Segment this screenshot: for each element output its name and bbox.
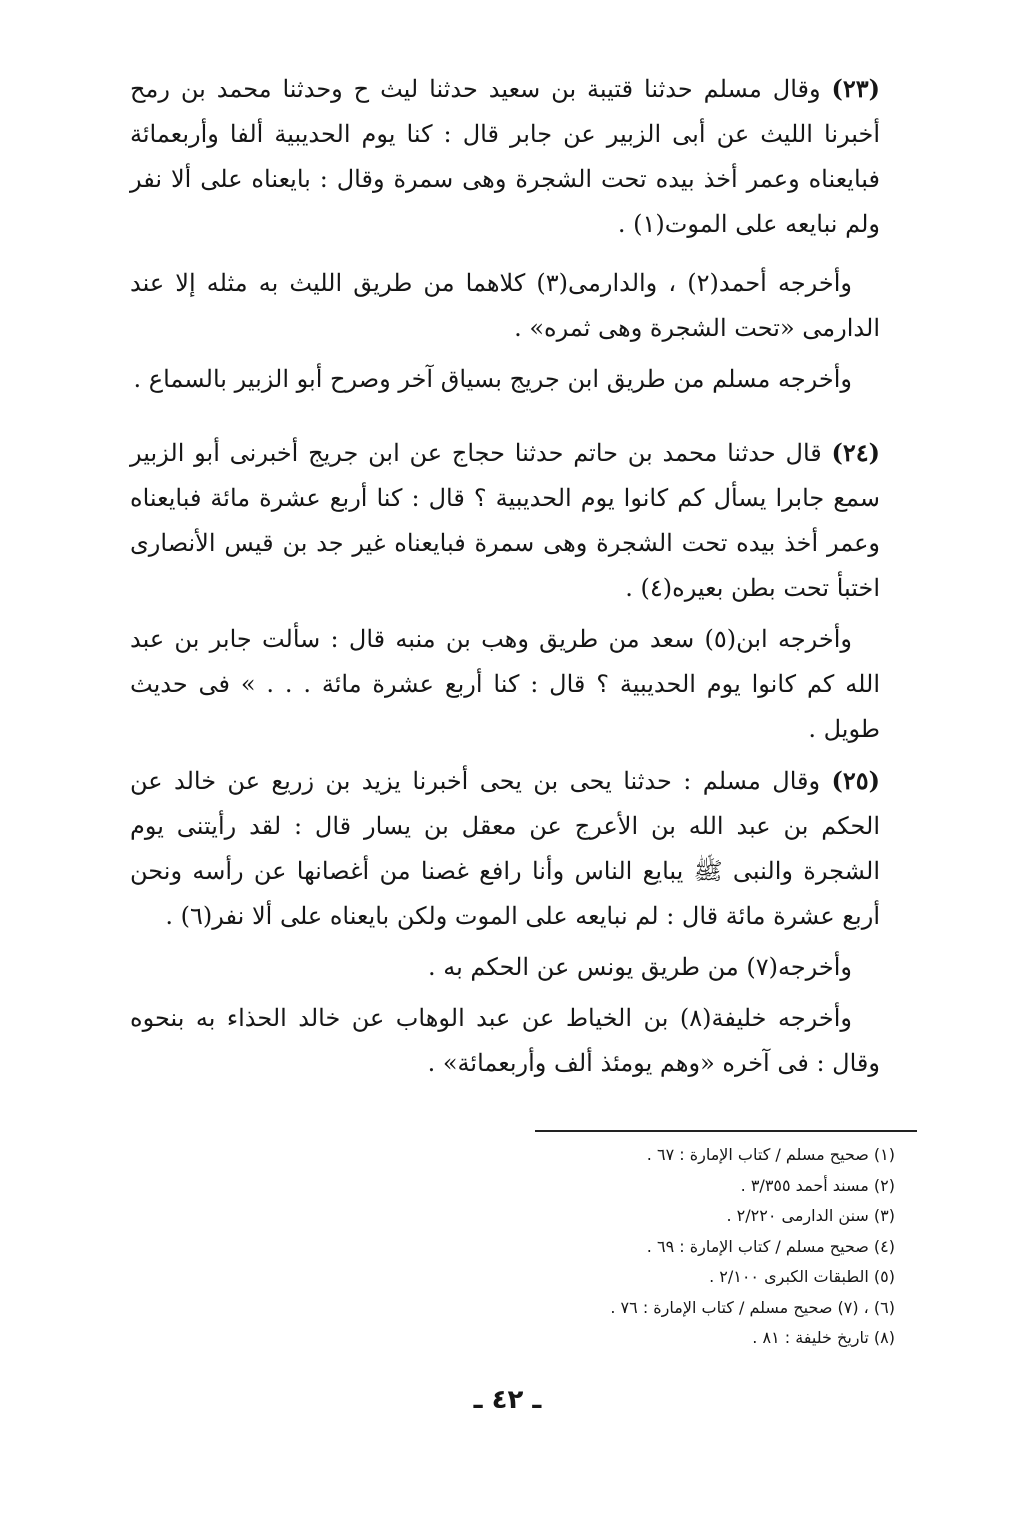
paragraph-takhrij-ibn-saad bbox=[130, 617, 880, 752]
hadith-number: (٢٥) bbox=[831, 766, 880, 795]
footnote-separator bbox=[535, 1130, 917, 1132]
paragraph-text: وأخرجه أحمد(٢) ، والدارمى(٣) كلاهما من طريق الليث به مثله إلا عند الدارمى «تحت الشجرة وهى ثمره» . bbox=[130, 269, 880, 342]
footnote: (٤) صحيح مسلم / كتاب الإمارة : ٦٩ . bbox=[646, 1236, 895, 1256]
paragraph-takhrij-yunus bbox=[130, 945, 880, 990]
footnote: (١) صحيح مسلم / كتاب الإمارة : ٦٧ . bbox=[646, 1145, 895, 1164]
paragraph-text: قال حدثنا محمد بن حاتم حدثنا حجاج عن ابن جريج أخبرنى أبو الزبير سمع جابرا يسأل كم كانوا يوم الحديبية ؟ قال : كنا أربع عشرة مائة فبايعناه وعمر أخذ بيده تحت الشجرة وهى سمرة فبايعناه غير جد بن قيس الأنصارى اختبأ تحت بطن بعيره(٤) . bbox=[130, 439, 880, 602]
paragraph-text: وقال مسلم : حدثنا يحى بن يحى أخبرنا يزيد بن زريع عن خالد عن الحكم بن عبد الله بن الأعرج عن معقل بن يسار قال : لقد رأيتنى يوم الشجرة والنبى ﷺ يبايع الناس وأنا رافع غصنا من أغصانها عن رأسه ونحن أربع عشرة مائة قال : لم نبايعه على الموت ولكن بايعناه على ألا نفر(٦) . bbox=[130, 767, 880, 930]
paragraph-text: وأخرجه(٧) من طريق يونس عن الحكم به . bbox=[427, 953, 852, 981]
paragraph-text: وأخرجه ابن(٥) سعد من طريق وهب بن منبه قال : سألت جابر بن عبد الله كم كانوا يوم الحديبية ؟ قال : كنا أربع عشرة مائة . . . » فى حديث طويل . bbox=[130, 625, 880, 743]
paragraph-takhrij-khalifa bbox=[130, 996, 880, 1086]
paragraph-hadith-24 bbox=[130, 430, 880, 611]
footnote: (٦) ، (٧) صحيح مسلم / كتاب الإمارة : ٧٦ . bbox=[610, 1297, 895, 1317]
footnote: (٣) سنن الدارمى ٢/٢٢٠ . bbox=[726, 1206, 895, 1225]
footnote: (٨) تاريخ خليفة : ٨١ . bbox=[752, 1328, 895, 1347]
paragraph-text: وأخرجه خليفة(٨) بن الخياط عن عبد الوهاب عن خالد الحذاء به بنحوه وقال : فى آخره «وهم يومئذ ألف وأربعمائة» . bbox=[130, 1004, 880, 1077]
paragraph-takhrij-ahmad-darimi bbox=[130, 261, 880, 351]
footnote: (٢) مسند أحمد ٣/٣٥٥ . bbox=[740, 1175, 895, 1195]
footnotes bbox=[500, 1140, 895, 1354]
paragraph-hadith-23 bbox=[130, 66, 880, 247]
paragraph-text: وقال مسلم حدثنا قتيبة بن سعيد حدثنا ليث ح وحدثنا محمد بن رمح أخبرنا الليث عن أبى الزبير عن جابر قال : كنا يوم الحديبية ألفا وأربعمائة فبايعناه وعمر أخذ بيده تحت الشجرة وهى سمرة وقال : بايعناه على ألا نفر ولم نبايعه على الموت(١) . bbox=[130, 75, 880, 238]
paragraph-text: وأخرجه مسلم من طريق ابن جريج بسياق آخر وصرح أبو الزبير بالسماع . bbox=[133, 365, 852, 393]
footnote: (٥) الطبقات الكبرى ٢/١٠٠ . bbox=[709, 1267, 895, 1286]
hadith-number: (٢٤) bbox=[831, 438, 880, 467]
paragraph-hadith-25 bbox=[130, 758, 880, 939]
paragraph-takhrij-muslim bbox=[130, 357, 880, 402]
hadith-number: (٢٣) bbox=[831, 74, 880, 103]
page-number: ـ ٤٢ ـ bbox=[473, 1385, 542, 1415]
main-text bbox=[130, 66, 880, 1086]
